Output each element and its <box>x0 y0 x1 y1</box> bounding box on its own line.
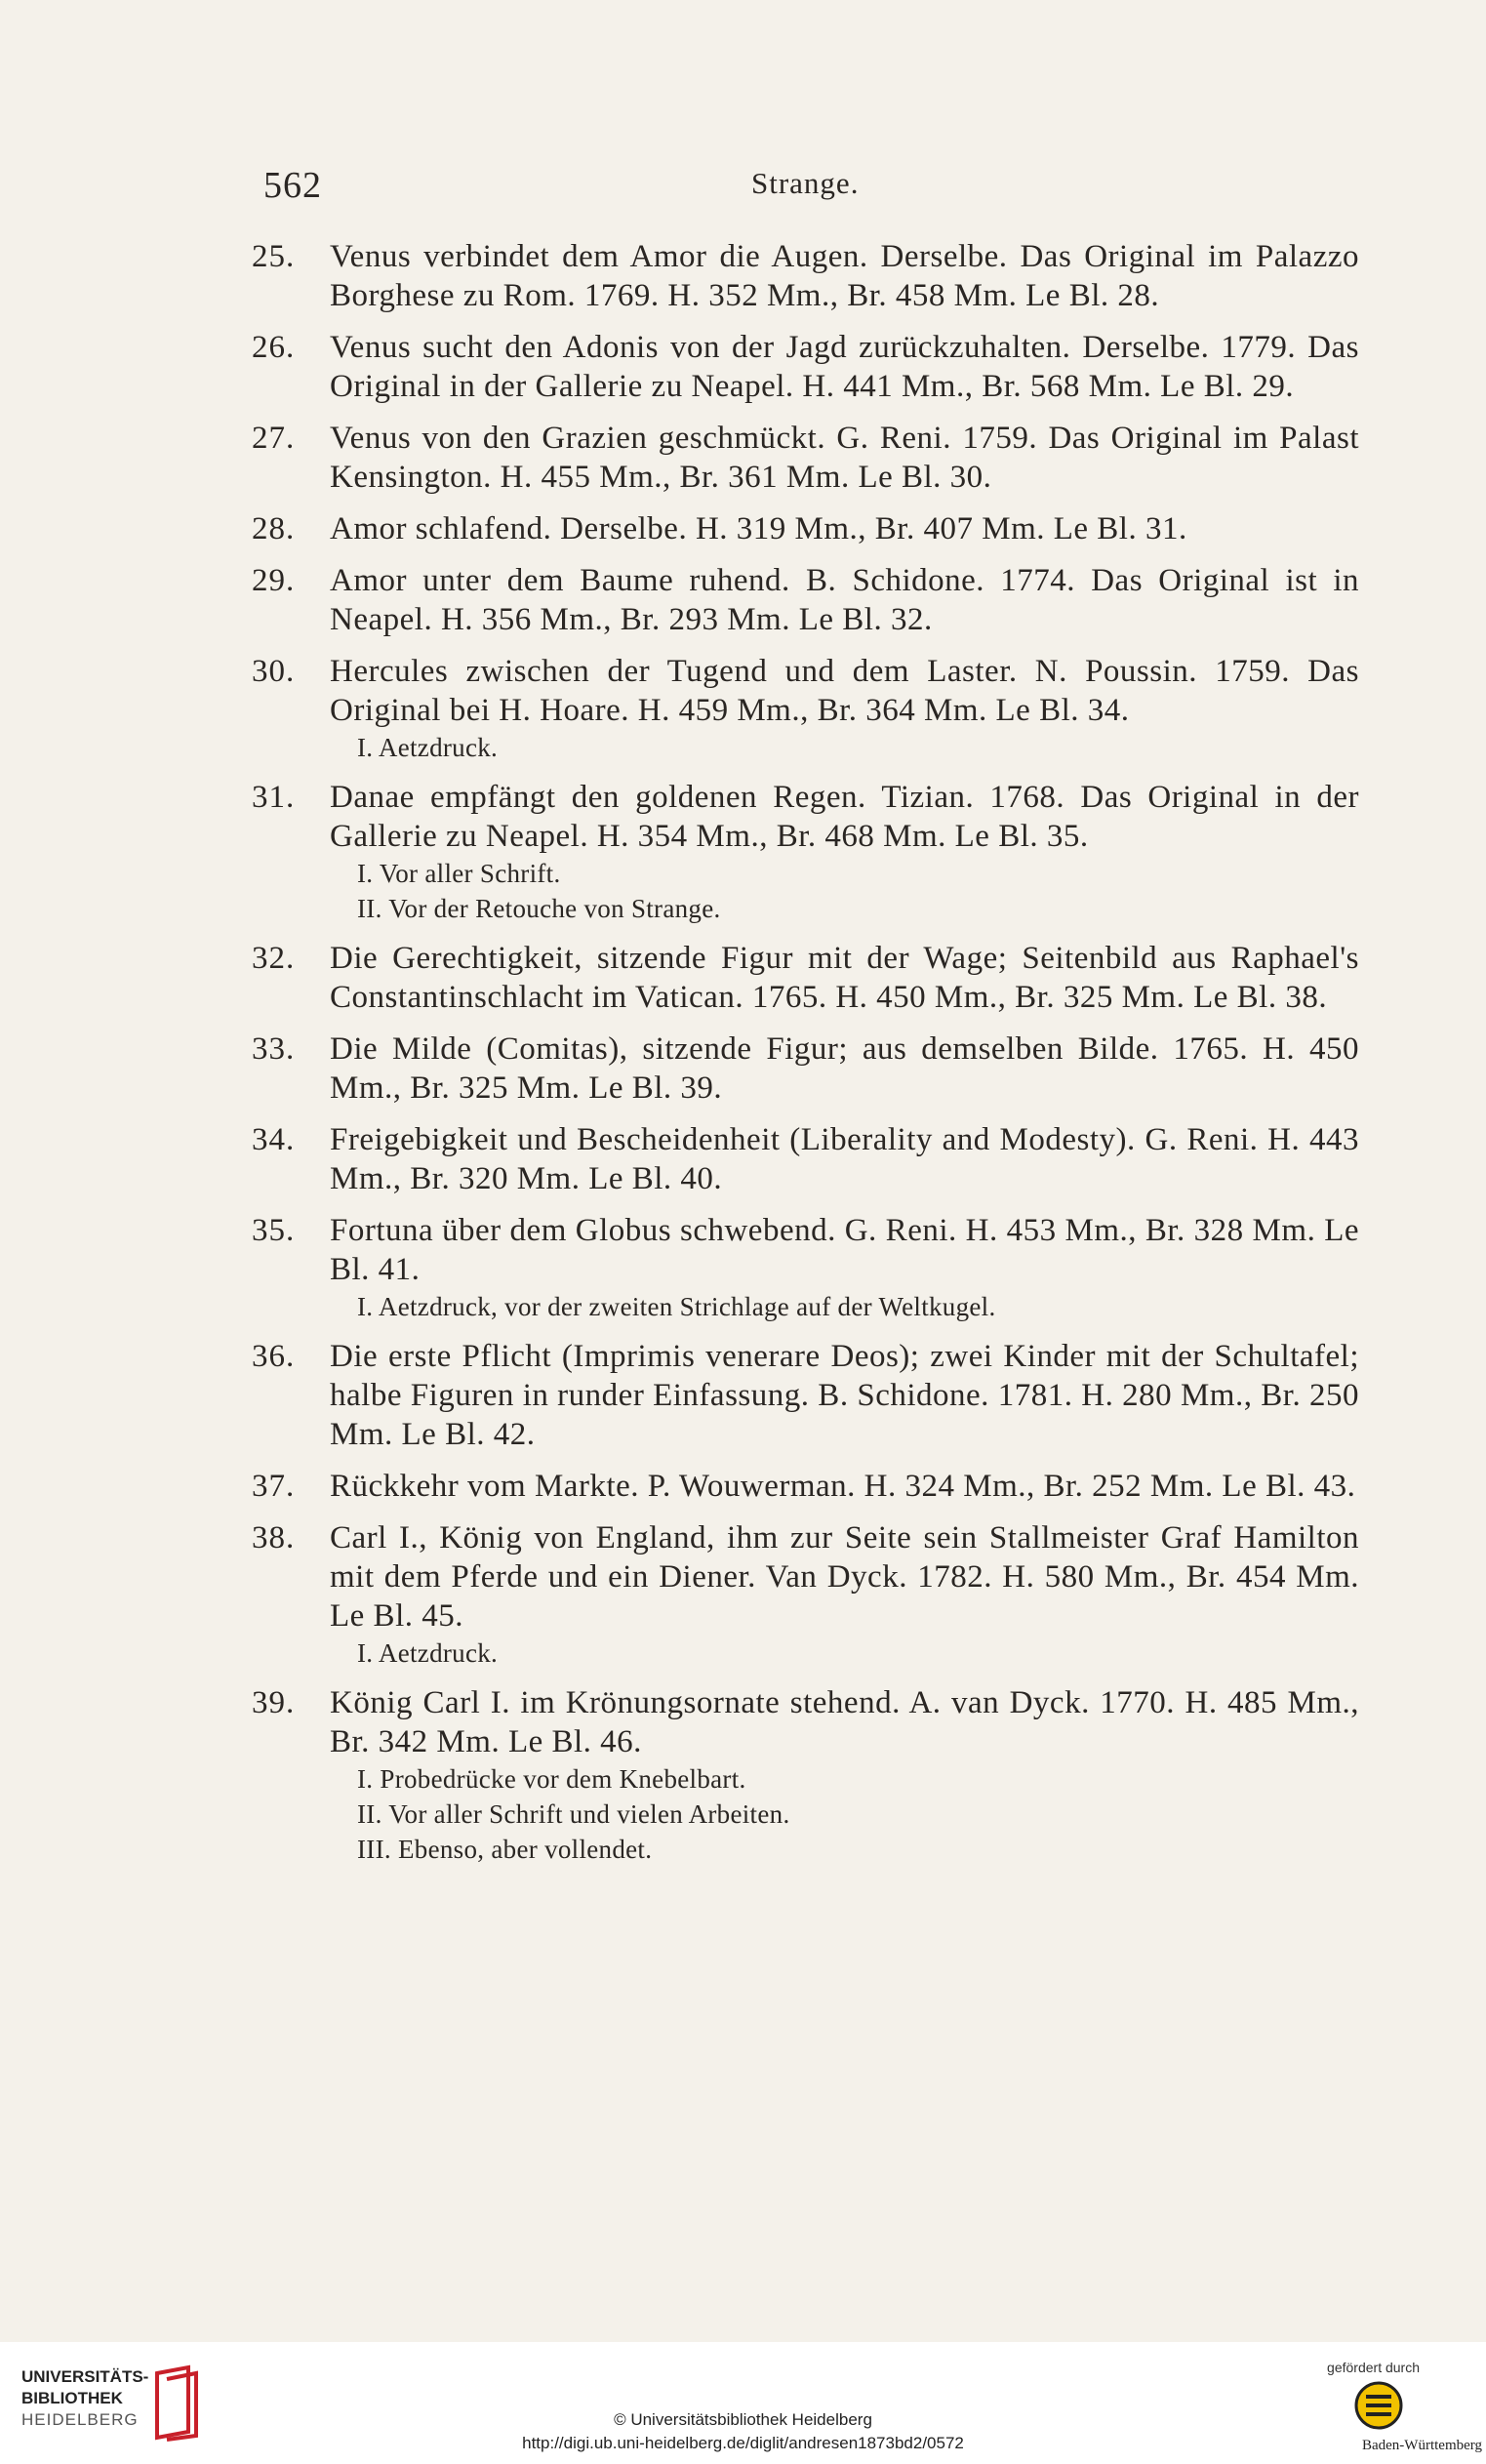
catalogue-entry <box>252 1211 1359 1324</box>
entry-number: 25. <box>252 239 296 274</box>
catalogue-entry <box>252 509 1359 548</box>
entry-text: Carl I., König von England, ihm zur Seite sein Stallmeister Graf Hamilton mit dem Pferde und ein Diener. Van Dyck. 1782. H. 580 Mm., Br. 454 Mm. Le Bl. 45. <box>330 1520 1359 1634</box>
page-number: 562 <box>263 165 322 206</box>
entry-number: 39. <box>252 1685 296 1720</box>
running-title: Strange. <box>751 166 860 200</box>
entry-state: III. Ebenso, aber vollendet. <box>357 1835 653 1864</box>
entry-state: I. Aetzdruck, vor der zweiten Strichlage auf der Weltkugel. <box>357 1292 996 1321</box>
entry-states <box>357 1636 1359 1671</box>
entry-text: Fortuna über dem Globus schwebend. G. Reni. H. 453 Mm., Br. 328 Mm. Le Bl. 41. <box>330 1213 1359 1287</box>
crest-icon <box>1354 2379 1403 2432</box>
entry-text: Venus verbindet dem Amor die Augen. Derselbe. Das Original im Palazzo Borghese zu Rom. 1769. H. 352 Mm., Br. 458 Mm. Le Bl. 28. <box>330 239 1359 313</box>
entry-text: Danae empfängt den goldenen Regen. Tizian. 1768. Das Original in der Gallerie zu Neapel. H. 354 Mm., Br. 468 Mm. Le Bl. 35. <box>330 780 1359 854</box>
entry-number: 36. <box>252 1339 296 1374</box>
funded-by-label: gefördert durch <box>1327 2360 1420 2375</box>
catalogue-entry <box>252 778 1359 926</box>
entry-states <box>357 730 1359 765</box>
entry-text: König Carl I. im Krönungsornate stehend. A. van Dyck. 1770. H. 485 Mm., Br. 342 Mm. Le Bl. 46. <box>330 1685 1359 1759</box>
entry-state: I. Aetzdruck. <box>357 733 499 762</box>
entry-number: 27. <box>252 421 296 456</box>
funder-name: Baden-Württemberg <box>1361 2438 1482 2453</box>
entry-text: Amor schlafend. Derselbe. H. 319 Mm., Br. 407 Mm. Le Bl. 31. <box>330 511 1187 546</box>
entry-number: 34. <box>252 1122 296 1157</box>
entry-number: 26. <box>252 330 296 365</box>
entry-states <box>357 1289 1359 1324</box>
catalogue-entry <box>252 1030 1359 1108</box>
catalogue-entry <box>252 1518 1359 1671</box>
catalogue-entry <box>252 652 1359 765</box>
entry-state: II. Vor aller Schrift und vielen Arbeiten. <box>357 1799 790 1829</box>
entry-number: 29. <box>252 563 296 598</box>
library-logo-line: BIBLIOTHEK <box>21 2389 123 2407</box>
entry-number: 28. <box>252 511 296 546</box>
entry-number: 37. <box>252 1469 296 1504</box>
entry-text: Venus sucht den Adonis von der Jagd zurückzuhalten. Derselbe. 1779. Das Original in der Gallerie zu Neapel. H. 441 Mm., Br. 568 Mm. Le Bl. 29. <box>330 330 1359 404</box>
entry-number: 31. <box>252 780 296 815</box>
entry-text: Die Milde (Comitas), sitzende Figur; aus demselben Bilde. 1765. H. 450 Mm., Br. 325 Mm. Le Bl. 39. <box>330 1031 1359 1106</box>
catalogue-entry <box>252 939 1359 1017</box>
catalogue-entry <box>252 1337 1359 1454</box>
catalogue-entry <box>252 419 1359 497</box>
catalogue-entry <box>252 237 1359 315</box>
entry-text: Rückkehr vom Markte. P. Wouwerman. H. 324 Mm., Br. 252 Mm. Le Bl. 43. <box>330 1469 1356 1504</box>
entry-states <box>357 856 1359 926</box>
entry-number: 32. <box>252 941 296 976</box>
catalogue-entries <box>252 237 1359 1879</box>
entry-text: Die Gerechtigkeit, sitzende Figur mit der Wage; Seitenbild aus Raphael's Constantinschlacht im Vatican. 1765. H. 450 Mm., Br. 325 Mm. Le Bl. 38. <box>330 941 1359 1015</box>
catalogue-entry <box>252 1683 1359 1867</box>
source-url-link[interactable]: http://digi.ub.uni-heidelberg.de/diglit/andresen1873bd2/0572 <box>522 2434 964 2452</box>
library-logo-line: UNIVERSITÄTS- <box>21 2367 149 2386</box>
entry-text: Hercules zwischen der Tugend und dem Laster. N. Poussin. 1759. Das Original bei H. Hoare. H. 459 Mm., Br. 364 Mm. Le Bl. 34. <box>330 654 1359 728</box>
library-mark-icon <box>149 2363 208 2442</box>
entry-text: Freigebigkeit und Bescheidenheit (Liberality and Modesty). G. Reni. H. 443 Mm., Br. 320 Mm. Le Bl. 40. <box>330 1122 1359 1196</box>
entry-number: 38. <box>252 1520 296 1555</box>
entry-text: Die erste Pflicht (Imprimis venerare Deos); zwei Kinder mit der Schultafel; halbe Figuren in runder Einfassung. B. Schidone. 1781. H. 280 Mm., Br. 250 Mm. Le Bl. 42. <box>330 1339 1359 1452</box>
copyright-text: © Universitätsbibliothek Heidelberg <box>614 2410 872 2429</box>
entry-number: 33. <box>252 1031 296 1067</box>
entry-state: I. Aetzdruck. <box>357 1638 499 1668</box>
library-logo <box>21 2366 256 2444</box>
entry-state: I. Probedrücke vor dem Knebelbart. <box>357 1764 746 1794</box>
entry-states <box>357 1761 1359 1867</box>
catalogue-entry <box>252 328 1359 406</box>
entry-state: II. Vor der Retouche von Strange. <box>357 894 721 923</box>
catalogue-entry <box>252 1120 1359 1198</box>
entry-text: Amor unter dem Baume ruhend. B. Schidone. 1774. Das Original ist in Neapel. H. 356 Mm., Br. 293 Mm. Le Bl. 32. <box>330 563 1359 637</box>
entry-number: 35. <box>252 1213 296 1248</box>
catalogue-entry <box>252 561 1359 639</box>
entry-text: Venus von den Grazien geschmückt. G. Reni. 1759. Das Original im Palast Kensington. H. 455 Mm., Br. 361 Mm. Le Bl. 30. <box>330 421 1359 495</box>
entry-number: 30. <box>252 654 296 689</box>
entry-state: I. Vor aller Schrift. <box>357 859 561 888</box>
catalogue-entry <box>252 1467 1359 1506</box>
library-logo-line: HEIDELBERG <box>21 2410 139 2429</box>
